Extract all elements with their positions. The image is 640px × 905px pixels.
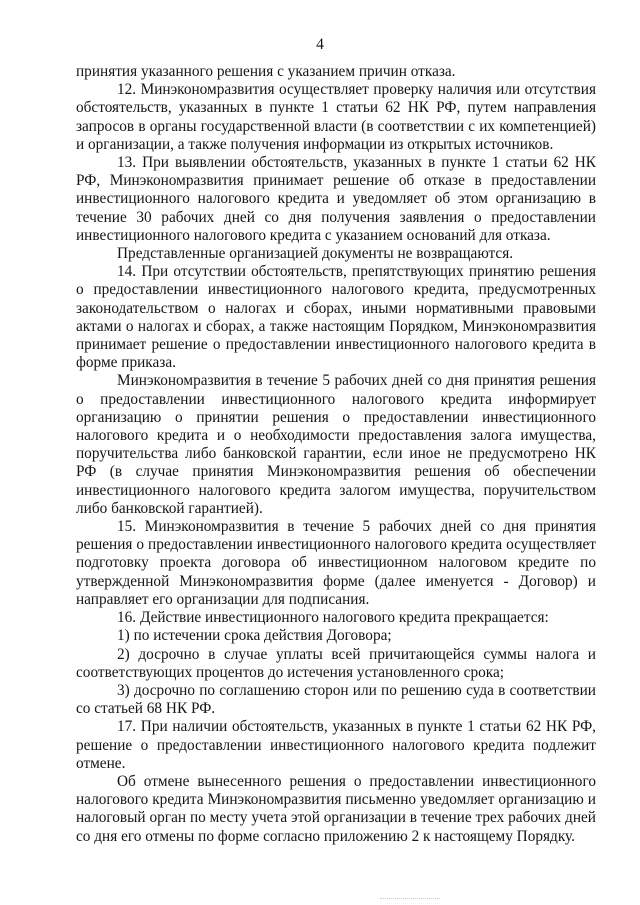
paragraph-clause-16-item-3: 3) досрочно по соглашению сторон или по решению суда в соответствии со статьей 68 НК РФ. <box>76 681 596 718</box>
paragraph-clause-14-notice: Минэкономразвития в течение 5 рабочих дней со дня принятия решения о предоставлении инвестиционного налогового кредита информирует организацию о принятии решения о предоставлении инвестиционного налогового кредита и о необходимости предоставления залога имущества, поручительства либо банковской гарантии, если иное не предусмотрено НК РФ (в случае принятия Минэкономразвития решения об обеспечении инвестиционного налогового кредита залогом имущества, поручительством либо банковской гарантией). <box>76 372 596 517</box>
document-body <box>76 63 596 846</box>
scan-artifact <box>380 898 440 903</box>
paragraph-clause-12: 12. Минэкономразвития осуществляет проверку наличия или отсутствия обстоятельств, указанных в пункте 1 статьи 62 НК РФ, путем направления запросов в органы государственной власти (в соответствии с их компетенцией) и организации, а также получения информации из открытых источников. <box>76 81 596 153</box>
paragraph-clause-16-item-2: 2) досрочно в случае уплаты всей причитающейся суммы налога и соответствующих процентов до истечения установленного срока; <box>76 645 596 681</box>
paragraph-clause-13: 13. При выявлении обстоятельств, указанных в пункте 1 статьи 62 НК РФ, Минэкономразвития принимает решение об отказе в предоставлении инвестиционного налогового кредита и уведомляет об этом организацию в течение 30 рабочих дней со дня получения заявления о предоставлении инвестиционного налогового кредита с указанием оснований для отказа. <box>76 154 596 244</box>
paragraph-clause-14: 14. При отсутствии обстоятельств, препятствующих принятию решения о предоставлении инвестиционного налогового кредита, предусмотренных законодательством о налогах и сборах, иными нормативными правовыми актами о налогах и сборах, а также настоящим Порядком, Минэкономразвития принимает решение о предоставлении инвестиционного налогового кредита в форме приказа. <box>76 263 596 372</box>
paragraph-clause-17: 17. При наличии обстоятельств, указанных в пункте 1 статьи 62 НК РФ, решение о предоставлении инвестиционного налогового кредита подлежит отмене. <box>76 718 596 772</box>
page-number: 4 <box>316 36 324 53</box>
paragraph-clause-17-notice: Об отмене вынесенного решения о предоставлении инвестиционного налогового кредита Минэкономразвития письменно уведомляет организацию и налоговый орган по месту учета этой организации в течение трех рабочих дней со дня его отмены по форме согласно приложению 2 к настоящему Порядку. <box>76 772 596 845</box>
paragraph-clause-16-item-1: 1) по истечении срока действия Договора; <box>117 627 392 645</box>
paragraph-continuation: принятия указанного решения с указанием причин отказа. <box>76 63 456 80</box>
paragraph-clause-15: 15. Минэкономразвития в течение 5 рабочих дней со дня принятия решения о предоставлении инвестиционного налогового кредита осуществляет подготовку проекта договора об инвестиционном налоговом кредите по утвержденной Минэкономразвития форме (далее именуется - Договор) и направляет его организации для подписания. <box>76 518 596 608</box>
paragraph-documents-not-returned: Представленные организацией документы не возвращаются. <box>117 245 514 263</box>
paragraph-clause-16: 16. Действие инвестиционного налогового кредита прекращается: <box>117 609 549 627</box>
